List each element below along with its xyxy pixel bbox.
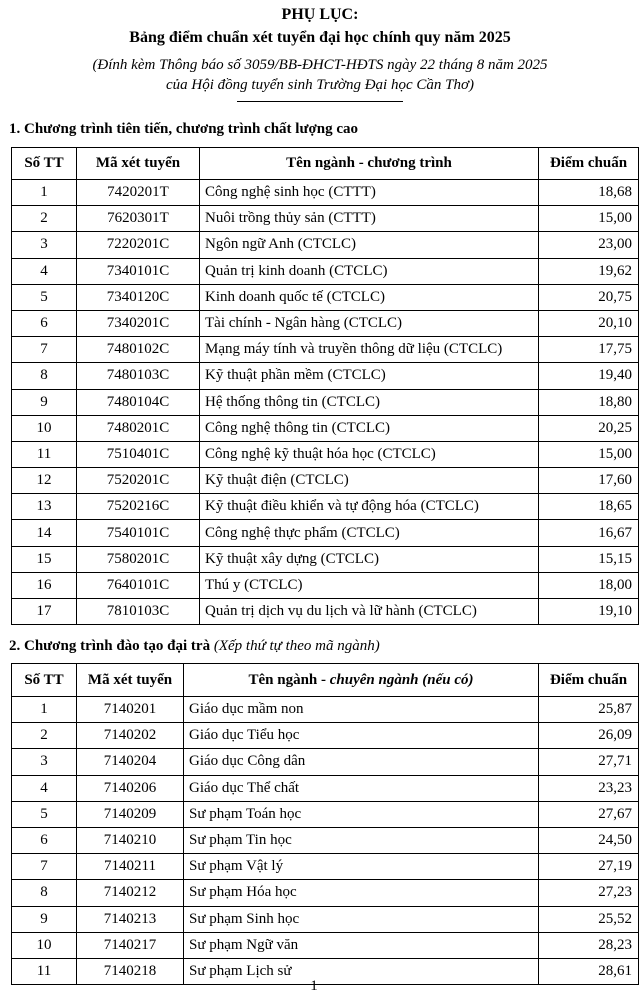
cell-code: 7540101C	[77, 520, 200, 546]
table-row	[12, 854, 639, 880]
cell-code: 7340201C	[77, 310, 200, 336]
cell-stt: 6	[12, 310, 77, 336]
table-row	[12, 723, 639, 749]
cell-score: 18,00	[539, 572, 639, 598]
table-row	[12, 827, 639, 853]
table-row	[12, 337, 639, 363]
cell-score: 27,67	[539, 801, 639, 827]
cell-code: 7620301T	[77, 206, 200, 232]
table-row	[12, 468, 639, 494]
cell-score: 28,61	[539, 958, 639, 984]
table-row	[12, 572, 639, 598]
table-row	[12, 363, 639, 389]
cell-score: 27,19	[539, 854, 639, 880]
cell-major: Giáo dục Công dân	[184, 749, 539, 775]
cell-major: Sư phạm Vật lý	[184, 854, 539, 880]
cell-code: 7480104C	[77, 389, 200, 415]
cell-stt: 15	[12, 546, 77, 572]
cell-code: 7340101C	[77, 258, 200, 284]
page-number: 1	[310, 978, 318, 994]
cell-stt: 3	[12, 232, 77, 258]
cell-major: Kỹ thuật phần mềm (CTCLC)	[200, 363, 539, 389]
table-row	[12, 546, 639, 572]
cell-major: Kỹ thuật điều khiển và tự động hóa (CTCLC)	[200, 494, 539, 520]
cell-score: 17,75	[539, 337, 639, 363]
cell-score: 18,65	[539, 494, 639, 520]
cell-major: Giáo dục Thể chất	[184, 775, 539, 801]
col-header-score: Điểm chuẩn	[539, 148, 639, 180]
col-header-stt: Số TT	[12, 148, 77, 180]
section1-table	[11, 147, 639, 625]
cell-major: Công nghệ thực phẩm (CTCLC)	[200, 520, 539, 546]
cell-major: Giáo dục mầm non	[184, 697, 539, 723]
cell-major: Sư phạm Lịch sử	[184, 958, 539, 984]
cell-code: 7520201C	[77, 468, 200, 494]
cell-code: 7480103C	[77, 363, 200, 389]
cell-major: Mạng máy tính và truyền thông dữ liệu (CTCLC)	[200, 337, 539, 363]
table-row	[12, 206, 639, 232]
cell-stt: 11	[12, 441, 77, 467]
cell-code: 7140218	[77, 958, 184, 984]
cell-stt: 11	[12, 958, 77, 984]
cell-stt: 4	[12, 775, 77, 801]
cell-stt: 4	[12, 258, 77, 284]
col-header-score: Điểm chuẩn	[539, 664, 639, 697]
table-row	[12, 906, 639, 932]
cell-code: 7140202	[77, 723, 184, 749]
cell-stt: 10	[12, 932, 77, 958]
cell-major: Nuôi trồng thủy sản (CTTT)	[200, 206, 539, 232]
cell-stt: 10	[12, 415, 77, 441]
cell-major: Sư phạm Ngữ văn	[184, 932, 539, 958]
cell-major: Sư phạm Sinh học	[184, 906, 539, 932]
attachment-note-line2: của Hội đồng tuyển sinh Trường Đại học Cần Thơ)	[166, 77, 474, 93]
cell-score: 28,23	[539, 932, 639, 958]
table-row	[12, 775, 639, 801]
section2-heading: 2. Chương trình đào tạo đại trà (Xếp thứ tự theo mã ngành)	[9, 638, 380, 654]
cell-score: 15,00	[539, 206, 639, 232]
cell-code: 7140213	[77, 906, 184, 932]
cell-score: 16,67	[539, 520, 639, 546]
table-row	[12, 697, 639, 723]
cell-stt: 9	[12, 389, 77, 415]
table-row	[12, 441, 639, 467]
cell-code: 7140211	[77, 854, 184, 880]
cell-major: Sư phạm Hóa học	[184, 880, 539, 906]
cell-code: 7140217	[77, 932, 184, 958]
cell-major: Quản trị kinh doanh (CTCLC)	[200, 258, 539, 284]
cell-score: 19,40	[539, 363, 639, 389]
table-row	[12, 494, 639, 520]
cell-code: 7640101C	[77, 572, 200, 598]
cell-stt: 13	[12, 494, 77, 520]
table-row	[12, 749, 639, 775]
cell-code: 7140209	[77, 801, 184, 827]
cell-code: 7220201C	[77, 232, 200, 258]
cell-stt: 5	[12, 284, 77, 310]
cell-code: 7140206	[77, 775, 184, 801]
col-header-major: Tên ngành - chuyên ngành (nếu có)	[184, 664, 539, 697]
cell-score: 19,10	[539, 599, 639, 625]
table-row	[12, 415, 639, 441]
cell-stt: 12	[12, 468, 77, 494]
cell-score: 25,87	[539, 697, 639, 723]
table-header-row	[12, 664, 639, 697]
cell-code: 7520216C	[77, 494, 200, 520]
cell-code: 7580201C	[77, 546, 200, 572]
cell-score: 20,75	[539, 284, 639, 310]
col-header-code: Mã xét tuyển	[77, 148, 200, 180]
cell-score: 15,15	[539, 546, 639, 572]
cell-score: 24,50	[539, 827, 639, 853]
cell-stt: 16	[12, 572, 77, 598]
table-row	[12, 232, 639, 258]
col-header-major: Tên ngành - chương trình	[200, 148, 539, 180]
cell-code: 7810103C	[77, 599, 200, 625]
cell-score: 26,09	[539, 723, 639, 749]
cell-stt: 17	[12, 599, 77, 625]
table-row	[12, 880, 639, 906]
cell-stt: 2	[12, 723, 77, 749]
table-row	[12, 520, 639, 546]
cell-score: 18,68	[539, 180, 639, 206]
cell-score: 25,52	[539, 906, 639, 932]
cell-stt: 1	[12, 180, 77, 206]
cell-major: Giáo dục Tiểu học	[184, 723, 539, 749]
cell-major: Thú y (CTCLC)	[200, 572, 539, 598]
cell-score: 18,80	[539, 389, 639, 415]
cell-stt: 6	[12, 827, 77, 853]
cell-score: 23,23	[539, 775, 639, 801]
cell-score: 17,60	[539, 468, 639, 494]
cell-major: Kỹ thuật xây dựng (CTCLC)	[200, 546, 539, 572]
cell-code: 7420201T	[77, 180, 200, 206]
cell-code: 7140210	[77, 827, 184, 853]
cell-major: Sư phạm Tin học	[184, 827, 539, 853]
cell-code: 7480102C	[77, 337, 200, 363]
document-subtitle: Bảng điểm chuẩn xét tuyển đại học chính quy năm 2025	[129, 29, 511, 46]
cell-score: 20,25	[539, 415, 639, 441]
table-row	[12, 310, 639, 336]
cell-stt: 8	[12, 880, 77, 906]
cell-code: 7140204	[77, 749, 184, 775]
table-row	[12, 389, 639, 415]
cell-major: Công nghệ kỹ thuật hóa học (CTCLC)	[200, 441, 539, 467]
cell-code: 7140212	[77, 880, 184, 906]
table-row	[12, 599, 639, 625]
section1-heading: 1. Chương trình tiên tiến, chương trình chất lượng cao	[9, 121, 359, 137]
cell-stt: 1	[12, 697, 77, 723]
cell-major: Tài chính - Ngân hàng (CTCLC)	[200, 310, 539, 336]
cell-major: Công nghệ sinh học (CTTT)	[200, 180, 539, 206]
cell-major: Công nghệ thông tin (CTCLC)	[200, 415, 539, 441]
cell-stt: 2	[12, 206, 77, 232]
document-title: PHỤ LỤC:	[281, 6, 359, 23]
cell-score: 15,00	[539, 441, 639, 467]
table-header-row	[12, 148, 639, 180]
table-row	[12, 932, 639, 958]
col-header-code: Mã xét tuyển	[77, 664, 184, 697]
cell-code: 7510401C	[77, 441, 200, 467]
table-row	[12, 801, 639, 827]
cell-stt: 8	[12, 363, 77, 389]
cell-stt: 5	[12, 801, 77, 827]
cell-major: Sư phạm Toán học	[184, 801, 539, 827]
table-row	[12, 180, 639, 206]
cell-stt: 9	[12, 906, 77, 932]
cell-stt: 3	[12, 749, 77, 775]
cell-score: 19,62	[539, 258, 639, 284]
cell-major: Kỹ thuật điện (CTCLC)	[200, 468, 539, 494]
attachment-note-line1: (Đính kèm Thông báo số 3059/BB-ĐHCT-HĐTS ngày 22 tháng 8 năm 2025	[92, 57, 548, 73]
cell-code: 7140201	[77, 697, 184, 723]
cell-score: 20,10	[539, 310, 639, 336]
cell-major: Ngôn ngữ Anh (CTCLC)	[200, 232, 539, 258]
cell-stt: 7	[12, 854, 77, 880]
title-underline	[237, 101, 403, 102]
section2-table	[11, 663, 639, 985]
col-header-stt: Số TT	[12, 664, 77, 697]
table-row	[12, 258, 639, 284]
cell-stt: 7	[12, 337, 77, 363]
table-row	[12, 284, 639, 310]
cell-score: 27,71	[539, 749, 639, 775]
cell-major: Kinh doanh quốc tế (CTCLC)	[200, 284, 539, 310]
cell-score: 27,23	[539, 880, 639, 906]
cell-code: 7340120C	[77, 284, 200, 310]
cell-code: 7480201C	[77, 415, 200, 441]
cell-major: Quản trị dịch vụ du lịch và lữ hành (CTCLC)	[200, 599, 539, 625]
cell-score: 23,00	[539, 232, 639, 258]
cell-major: Hệ thống thông tin (CTCLC)	[200, 389, 539, 415]
cell-stt: 14	[12, 520, 77, 546]
